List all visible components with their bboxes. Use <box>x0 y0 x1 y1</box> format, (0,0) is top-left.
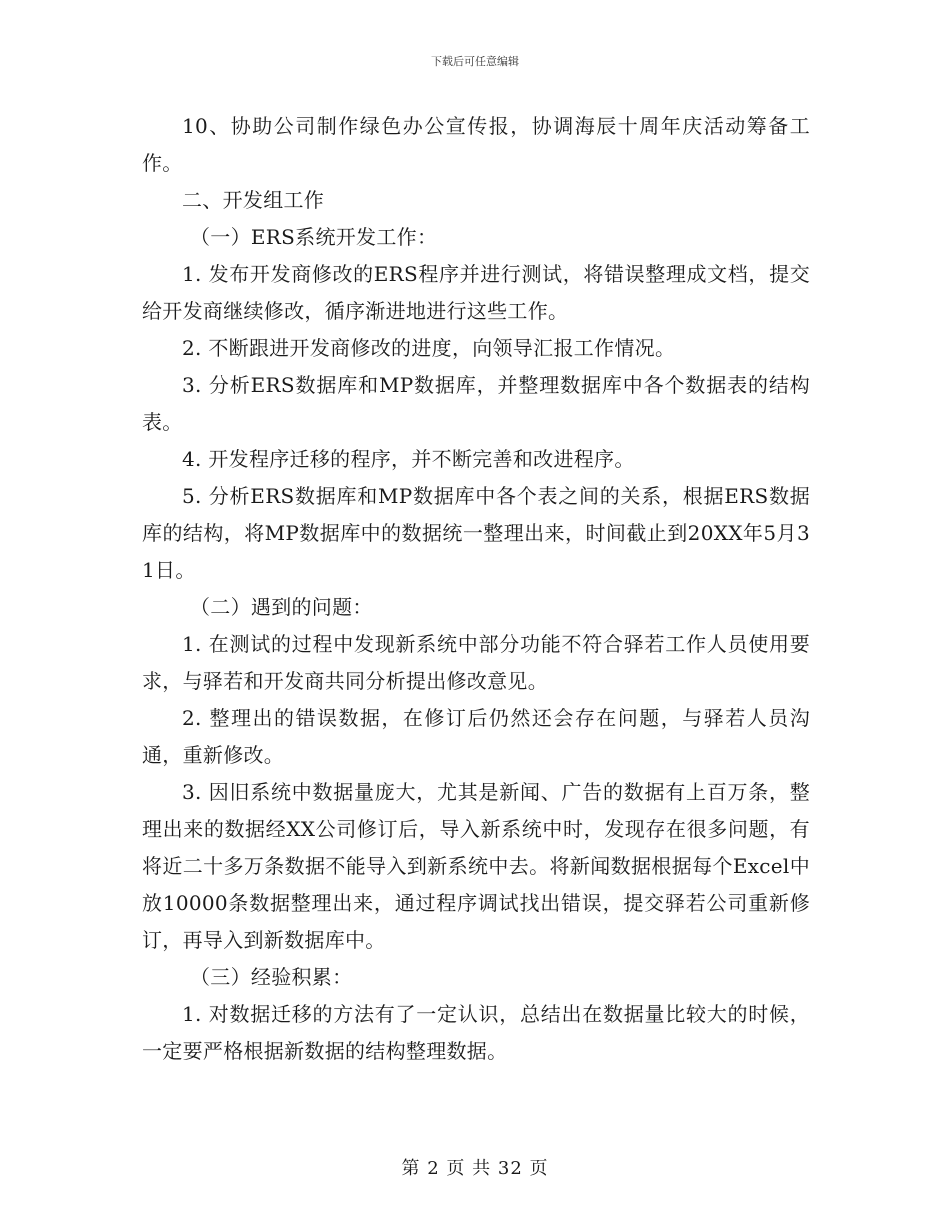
page-number: 2 <box>427 1158 440 1179</box>
subsection-heading-experience: （三）经验积累： <box>190 965 353 989</box>
page-footer <box>0 1154 950 1180</box>
list-item: 3. 因旧系统中数据量庞大，尤其是新闻、广告的数据有上百万条，整理出来的数据经XX公司修订后，导入新系统中时，发现存在很多问题，有将近二十多万条数据不能导入到新系统中去。将新闻数据根据每个Excel中放10000条数据整理出来，通过程序调试找出错误，提交驿若公司重新修订，再导入到新数据库中。 <box>142 780 810 952</box>
total-pages: 32 <box>497 1158 523 1179</box>
section-heading-dev-group: 二、开发组工作 <box>182 188 325 212</box>
list-item: 2. 整理出的错误数据，在修订后仍然还会存在问题，与驿若人员沟通，重新修改。 <box>142 706 810 767</box>
list-item: 1. 发布开发商修改的ERS程序并进行测试，将错误整理成文档，提交给开发商继续修改，循序渐进地进行这些工作。 <box>142 262 810 323</box>
list-item: 5. 分析ERS数据库和MP数据库中各个表之间的关系，根据ERS数据库的结构，将MP数据库中的数据统一整理出来，时间截止到20XX年5月31日。 <box>142 484 810 582</box>
page-label-suffix: 页 <box>529 1158 549 1179</box>
list-item: 4. 开发程序迁移的程序，并不断完善和改进程序。 <box>182 447 635 471</box>
subsection-heading-problems: （二）遇到的问题： <box>190 595 373 619</box>
header-note: 下载后可任意编辑 <box>431 55 519 68</box>
page-label-mid: 页 共 <box>446 1158 492 1179</box>
list-item: 1. 在测试的过程中发现新系统中部分功能不符合驿若工作人员使用要求，与驿若和开发商共同分析提出修改意见。 <box>142 632 810 693</box>
subsection-heading-ers: （一）ERS系统开发工作： <box>190 225 438 249</box>
list-item: 3. 分析ERS数据库和MP数据库，并整理数据库中各个数据表的结构表。 <box>142 373 810 434</box>
paragraph-item-10: 10、协助公司制作绿色办公宣传报，协调海辰十周年庆活动筹备工作。 <box>142 114 810 175</box>
document-body <box>142 108 810 1070</box>
list-item: 1. 对数据迁移的方法有了一定认识，总结出在数据量比较大的时候，一定要严格根据新数据的结构整理数据。 <box>142 1002 810 1063</box>
page-label-prefix: 第 <box>401 1158 421 1179</box>
list-item: 2. 不断跟进开发商修改的进度，向领导汇报工作情况。 <box>182 336 676 360</box>
